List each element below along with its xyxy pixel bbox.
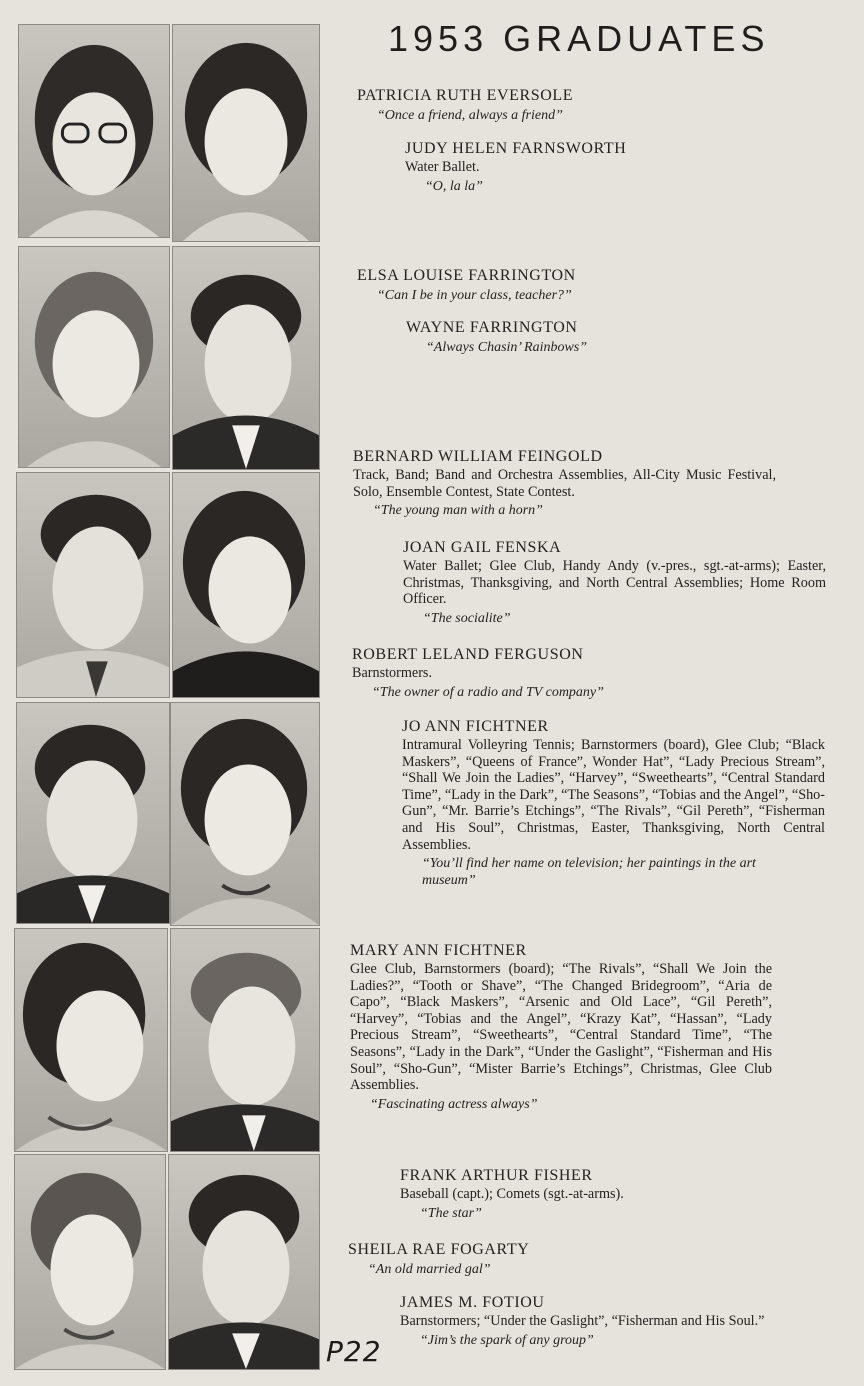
graduate-activities: Barnstormers. xyxy=(352,665,432,681)
entry-fenska xyxy=(403,538,826,627)
portrait-ferguson xyxy=(16,702,170,924)
portrait-fogarty xyxy=(14,1154,166,1370)
graduate-quote: “An old married gal” xyxy=(368,1262,491,1277)
entry-eversole xyxy=(357,86,837,124)
entry-fotiou xyxy=(400,1293,823,1349)
graduate-quote: “Once a friend, always a friend” xyxy=(377,108,563,123)
portrait-fotiou xyxy=(168,1154,320,1370)
graduate-activities: Water Ballet; Glee Club, Handy Andy (v.-pres., sgt.-at-arms); Easter, Christmas, Thanksgiving, and North Central Assemblies; Home Room Officer. xyxy=(403,558,826,608)
graduate-name: SHEILA RAE FOGARTY xyxy=(348,1241,530,1258)
graduate-activities: Barnstormers; “Under the Gaslight”, “Fisherman and His Soul.” xyxy=(400,1313,765,1329)
entry-feingold xyxy=(353,447,776,519)
portrait-mary-ann-fichtner xyxy=(14,928,168,1152)
graduate-activities: Track, Band; Band and Orchestra Assemblies, All-City Music Festival, Solo, Ensemble Contest, State Contest. xyxy=(353,467,776,500)
portrait-fenska xyxy=(172,472,320,698)
portrait-grid xyxy=(14,24,320,1370)
graduate-quote: “You’ll find her name on television; her paintings in the art museum” xyxy=(422,856,756,889)
portrait-feingold xyxy=(16,472,170,698)
graduate-quote: “Jim’s the spark of any group” xyxy=(420,1332,594,1348)
graduate-quote: “Can I be in your class, teacher?” xyxy=(377,288,572,303)
graduate-quote: “The socialite” xyxy=(423,610,511,626)
graduate-name: JO ANN FICHTNER xyxy=(402,718,549,735)
entry-elsa-farrington xyxy=(357,266,837,304)
portrait-eversole xyxy=(18,24,170,238)
graduate-quote: “Fascinating actress always” xyxy=(370,1096,538,1112)
graduate-name: BERNARD WILLIAM FEINGOLD xyxy=(353,448,603,465)
graduate-activities: Water Ballet. xyxy=(405,159,480,175)
graduate-name: WAYNE FARRINGTON xyxy=(406,319,578,336)
entry-jo-ann-fichtner xyxy=(402,717,825,889)
graduate-quote: “The star” xyxy=(420,1205,482,1221)
graduate-name: FRANK ARTHUR FISHER xyxy=(400,1167,593,1184)
entry-farnsworth xyxy=(405,139,825,195)
handwritten-page-number: P22 xyxy=(326,1335,382,1368)
entry-fogarty xyxy=(348,1240,828,1278)
graduate-name: MARY ANN FICHTNER xyxy=(350,942,527,959)
graduate-activities: Intramural Volleyring Tennis; Barnstormers (board), Glee Club; “Black Maskers”, “Queens of France”, Wonder Hat”, “Lady Precious Stream”, “Shall We Join the Ladies”, “Harvey”, “Sweethearts”, “Central Standard Time”, “Lady in the Dark”, “The Seasons”, “Tobias and the Angel”, “Sho-Gun”, “Mr. Barrie’s Etchings”, “The Rivals”, “Gil Pereth”, “Fisherman and His Soul”, Christmas, Easter, Thanksgiving, North Central Assemblies. xyxy=(402,737,825,853)
entry-fisher xyxy=(400,1166,800,1222)
graduate-quote: “Always Chasin’ Rainbows” xyxy=(426,340,588,355)
portrait-wayne-farrington xyxy=(172,246,320,470)
entry-mary-ann-fichtner xyxy=(350,941,772,1113)
portrait-jo-ann-fichtner xyxy=(170,702,320,926)
portrait-farnsworth xyxy=(172,24,320,242)
page-title: 1953 GRADUATES xyxy=(388,18,770,59)
entry-wayne-farrington xyxy=(406,318,864,356)
graduate-activities: Baseball (capt.); Comets (sgt.-at-arms). xyxy=(400,1186,624,1202)
graduate-name: JOAN GAIL FENSKA xyxy=(403,539,562,556)
portrait-elsa-farrington xyxy=(18,246,170,468)
graduate-activities: Glee Club, Barnstormers (board); “The Rivals”, “Shall We Join the Ladies?”, “Tooth or Shave”, “The Changed Bridegroom”, “Aria de Capo”, “Black Maskers”, “Arsenic and Old Lace”, “Gil Pereth”, “Harvey”, “Tobias and the Angel”, “Krazy Kat”, “Hassan”, “Lady Precious Stream”, “Sweethearts”, “Central Standard Time”, “The Seasons”, “Lady in the Dark”, “Under the Gaslight”, “Fisherman and His Soul”, “Sho-Gun”, “Mister Barrie’s Etchings”, Christmas, Glee Club Assemblies. xyxy=(350,961,772,1094)
graduate-name: JUDY HELEN FARNSWORTH xyxy=(405,140,627,157)
graduate-name: ELSA LOUISE FARRINGTON xyxy=(357,267,576,284)
graduate-quote: “The young man with a horn” xyxy=(373,503,543,519)
graduate-quote: “The owner of a radio and TV company” xyxy=(372,684,604,700)
entry-ferguson xyxy=(352,645,832,701)
graduate-name: PATRICIA RUTH EVERSOLE xyxy=(357,87,574,104)
graduate-quote: “O, la la” xyxy=(425,178,483,194)
portrait-fisher xyxy=(170,928,320,1152)
graduate-name: JAMES M. FOTIOU xyxy=(400,1294,545,1311)
graduate-name: ROBERT LELAND FERGUSON xyxy=(352,646,584,663)
